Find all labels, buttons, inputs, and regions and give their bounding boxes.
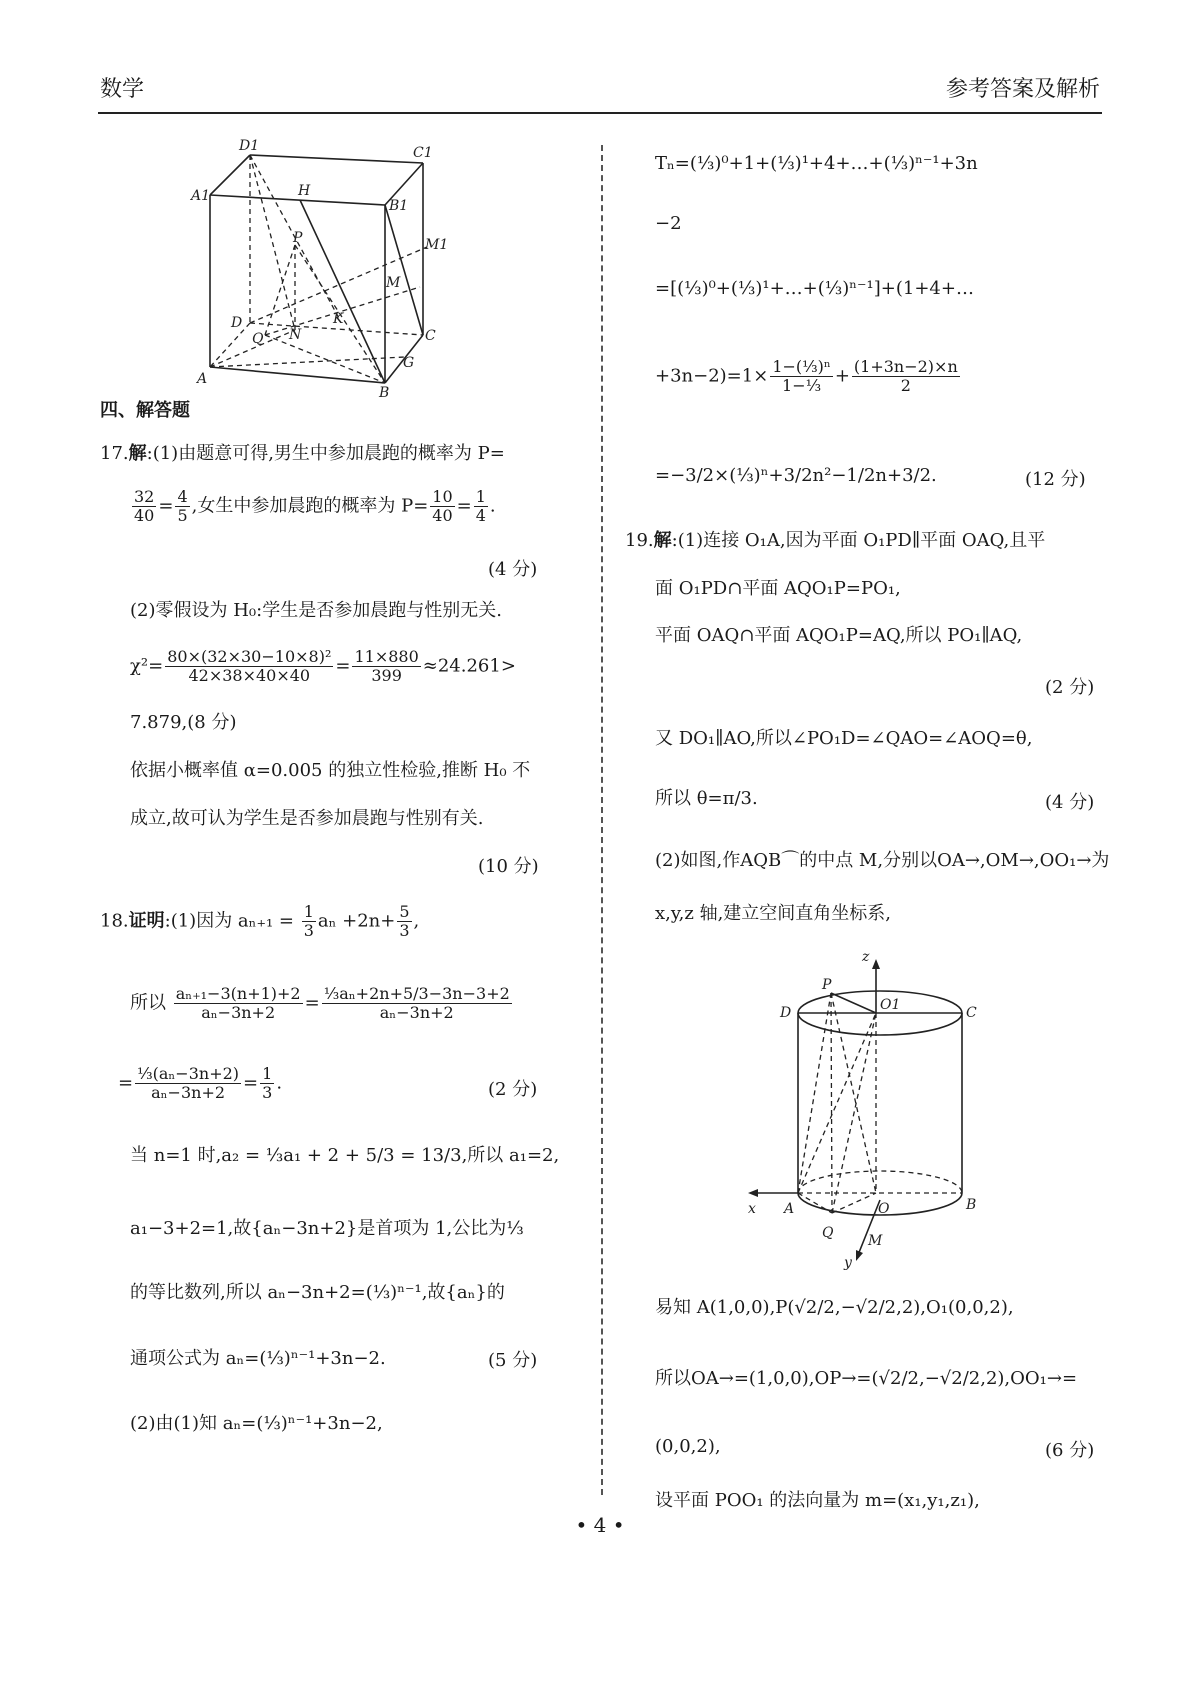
header-subject: 数学 bbox=[100, 77, 145, 102]
section-title: 四、解答题 bbox=[100, 400, 190, 421]
label-Q2: Q bbox=[822, 1225, 834, 1241]
q18-line6: 的等比数列,所以 aₙ−3n+2=(⅓)ⁿ⁻¹,故{aₙ}的 bbox=[130, 1282, 505, 1303]
figure-cylinder bbox=[740, 945, 1000, 1270]
q18-line2: 所以 $\frac{\text{aₙ₊₁−3(n+1)+2}}{\text{aₙ−3n+2}}$ = $\frac{\text{⅓aₙ+2n+5/3−3n−3+2}}{\text{aₙ−3n+2}}$ bbox=[130, 984, 510, 1022]
header-rule bbox=[98, 112, 1102, 114]
label-D2: D bbox=[780, 1005, 792, 1021]
q19-line10: (0,0,2), bbox=[655, 1436, 721, 1457]
q17-line5: 7.879,(8 分) bbox=[130, 712, 237, 733]
label-O1: O1 bbox=[880, 997, 901, 1013]
q19-line7: x,y,z 轴,建立空间直角坐标系, bbox=[655, 903, 892, 924]
q19-line2: 面 O₁PD∩平面 AQO₁P=PO₁, bbox=[655, 578, 901, 599]
right-t5: =−3/2×(⅓)ⁿ+3/2n²−1/2n+3/2. bbox=[655, 465, 937, 486]
label-P: P bbox=[293, 230, 303, 246]
label-D: D bbox=[231, 315, 243, 331]
q17-score1: (4 分) bbox=[488, 559, 538, 580]
label-A1: A1 bbox=[191, 188, 211, 204]
q17-chi-square: χ²= $\frac{\text{80×(32×30−10×8)²}}{42\times 38\times 40\times 40}$ = $\frac{11\times 880}{399}$ ≈24.261> bbox=[130, 647, 516, 685]
label-C: C bbox=[425, 328, 436, 344]
axis-label-x: x bbox=[748, 1201, 756, 1217]
label-B2: B bbox=[966, 1197, 977, 1213]
q18-score1: (2 分) bbox=[488, 1079, 538, 1100]
page-number: • 4 • bbox=[575, 1513, 625, 1537]
label-O: O bbox=[878, 1201, 890, 1217]
q18-line5: a₁−3+2=1,故{aₙ−3n+2}是首项为 1,公比为⅓ bbox=[130, 1218, 524, 1239]
label-B: B bbox=[379, 385, 390, 401]
label-C1: C1 bbox=[413, 145, 433, 161]
figure-cuboid bbox=[191, 135, 495, 401]
q17-line2: $\frac{32}{40}$ = $\frac{4}{5}$ ,女生中参加晨跑的概率为 P= $\frac{10}{40}$ = $\frac{1}{4}$ . bbox=[134, 487, 496, 525]
q19-line4: 又 DO₁∥AO,所以∠PO₁D=∠QAO=∠AOQ=θ, bbox=[655, 728, 1033, 749]
right-t3: =[(⅓)⁰+(⅓)¹+…+(⅓)ⁿ⁻¹]+(1+4+… bbox=[655, 278, 974, 299]
label-D1: D1 bbox=[239, 138, 260, 154]
label-Q: Q bbox=[252, 331, 264, 347]
axis-label-y: y bbox=[844, 1255, 852, 1271]
q17-line7: 成立,故可认为学生是否参加晨跑与性别有关. bbox=[130, 808, 484, 829]
q19-line3: 平面 OAQ∩平面 AQO₁P=AQ,所以 PO₁∥AQ, bbox=[655, 625, 1023, 646]
q19-score2: (4 分) bbox=[1045, 792, 1095, 813]
q18-line1: 18.证明:(1)因为 aₙ₊₁ = $\frac{1}{3}$ aₙ +2n+ $\frac{5}{3}$ , bbox=[100, 902, 420, 940]
q17-line3: (2)零假设为 H₀:学生是否参加晨跑与性别无关. bbox=[130, 600, 502, 621]
label-B1: B1 bbox=[389, 198, 409, 214]
q19-score1: (2 分) bbox=[1045, 677, 1095, 698]
label-M: M bbox=[386, 275, 401, 291]
q17-line1: 17.解:(1)由题意可得,男生中参加晨跑的概率为 P= bbox=[100, 443, 505, 464]
label-A2: A bbox=[784, 1201, 795, 1217]
q18-line8: (2)由(1)知 aₙ=(⅓)ⁿ⁻¹+3n−2, bbox=[130, 1413, 383, 1434]
label-M2: M bbox=[868, 1233, 883, 1249]
q18-line3: = $\frac{\text{⅓(aₙ−3n+2)}}{\text{aₙ−3n+2}}$ = $\frac{1}{3}$ . bbox=[118, 1064, 283, 1102]
q19-score3: (6 分) bbox=[1045, 1440, 1095, 1461]
q18-line7: 通项公式为 aₙ=(⅓)ⁿ⁻¹+3n−2. bbox=[130, 1348, 386, 1369]
q18-line4: 当 n=1 时,a₂ = ⅓a₁ + 2 + 5/3 = 13/3,所以 a₁=2, bbox=[130, 1145, 560, 1166]
label-A: A bbox=[197, 371, 208, 387]
right-t1: Tₙ=(⅓)⁰+1+(⅓)¹+4+…+(⅓)ⁿ⁻¹+3n bbox=[655, 153, 978, 174]
label-K: K bbox=[333, 311, 344, 327]
axis-label-z: z bbox=[862, 949, 870, 965]
label-P2: P bbox=[822, 977, 832, 993]
right-t2: −2 bbox=[655, 213, 682, 234]
label-M1: M1 bbox=[425, 237, 449, 253]
q19-line6: (2)如图,作AQB⌒的中点 M,分别以OA→,OM→,OO₁→为 bbox=[655, 850, 1110, 871]
label-H: H bbox=[298, 183, 311, 199]
q18-score2: (5 分) bbox=[488, 1350, 538, 1371]
right-score1: (12 分) bbox=[1025, 469, 1086, 490]
q19-line9: 所以OA→=(1,0,0),OP→=(√2/2,−√2/2,2),OO₁→= bbox=[655, 1368, 1078, 1389]
header-section: 参考答案及解析 bbox=[945, 77, 1100, 102]
label-N: N bbox=[289, 327, 302, 343]
label-G: G bbox=[403, 355, 415, 371]
q19-line5: 所以 θ=π/3. bbox=[655, 788, 758, 809]
q17-score2: (10 分) bbox=[478, 856, 539, 877]
q19-line1: 19.解:(1)连接 O₁A,因为平面 O₁PD∥平面 OAQ,且平 bbox=[625, 530, 1046, 551]
label-C2: C bbox=[966, 1005, 977, 1021]
q17-line6: 依据小概率值 α=0.005 的独立性检验,推断 H₀ 不 bbox=[130, 760, 531, 781]
q19-line11: 设平面 POO₁ 的法向量为 m=(x₁,y₁,z₁), bbox=[655, 1490, 980, 1511]
q19-line8: 易知 A(1,0,0),P(√2/2,−√2/2,2),O₁(0,0,2), bbox=[655, 1297, 1014, 1318]
column-divider bbox=[601, 145, 603, 1495]
right-t4: +3n−2)=1× $\frac{\text{1−(⅓)ⁿ}}{\text{1−⅓}}$ + $\frac{(1+3n-2)\times n}{2}$ bbox=[655, 357, 958, 395]
